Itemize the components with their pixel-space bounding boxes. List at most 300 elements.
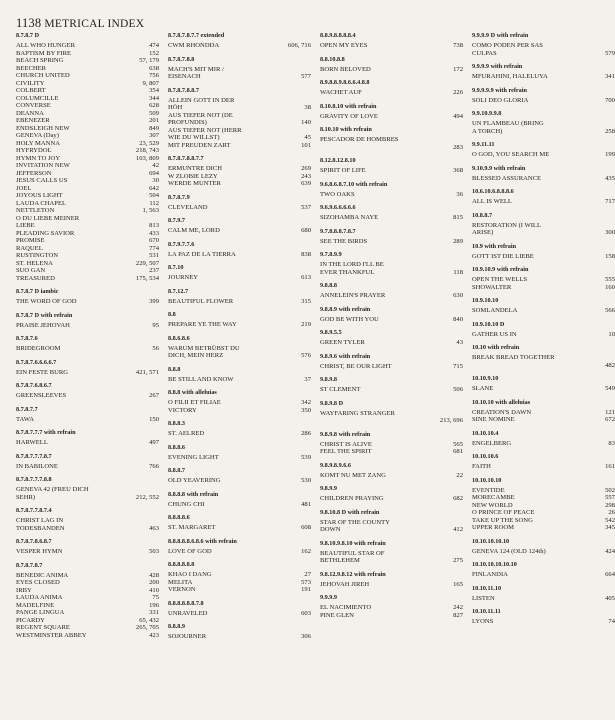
index-entry [168,579,311,587]
tune-name: CHRIST LAG IN [16,517,64,524]
meter-heading: 8.7.10 [168,264,184,271]
index-entry [320,214,463,222]
tune-name: GREEN TYLER [320,339,365,346]
index-entry [320,136,463,144]
tune-name: SINE NOMINE [472,416,515,423]
tune-name: JOURNEY [168,274,199,281]
index-entry [472,331,615,339]
hymn-number: 672 [605,416,615,423]
index-entry [16,222,159,230]
tune-name: BEACH SPRING [16,57,64,64]
tune-name: REGENT SQUARE [16,624,70,631]
hymn-number: 481 [301,500,311,508]
meter-section [168,561,311,594]
tune-name: MELITA [168,578,193,586]
meter-heading: 9.8.12.9.8.12 with refrain [320,570,386,578]
hymn-number: 243 [301,172,311,180]
tune-name: COLUMCILLE [16,94,59,102]
tune-name: MADELFINE [16,601,55,609]
index-entry [16,267,159,275]
hymn-number: 162 [301,547,311,555]
hymn-number: 766 [149,462,159,470]
index-entry [168,251,311,259]
tune-name: AUS TIEFER NOT (DE [168,111,233,119]
meter-section [320,306,463,324]
index-entry [168,204,311,212]
hymn-number: 36 [456,190,463,198]
meter-heading: 8.7.9.7.7.6 [168,240,195,248]
hymn-number: 474 [149,42,159,49]
hymn-number: 283 [453,143,463,151]
index-entry [472,487,615,495]
hymn-number: 506 [453,386,463,393]
meter-section [320,540,463,565]
tune-name: UPPER ROOM [472,524,514,531]
meter-section [168,467,311,485]
tune-name: CHUNG CHI [168,500,205,508]
index-entry [472,222,615,230]
tune-name: TAWA [16,415,34,423]
meter-heading: 8.7.8.7.7.7.8.8 [16,476,52,483]
tune-name: PREPARE YE THE WAY [168,321,237,328]
tune-name: IN THE LORD I'LL BE [320,261,384,268]
tune-name: WERDE MUNTER [168,180,221,187]
meter-heading: 8.7.8.7.7.8.7.4 [16,507,52,514]
hymn-number: 405 [605,594,615,602]
tune-name: EL NACIMIENTO [320,604,372,611]
meter-heading: 9.8.9.8.9.6.6 [320,461,351,469]
tune-name: GENEVA (Day) [16,132,59,139]
tune-name: JEHOVAH JIREH [320,580,370,588]
meter-section [16,32,159,282]
page-header [16,14,472,32]
tune-name: CLEVELAND [168,203,208,211]
hymn-number: 344 [149,94,159,102]
index-entry [320,410,463,418]
tune-name: BEECHER [16,64,47,72]
meter-section [320,329,463,347]
meter-heading: 9.8.9.6 with refrain [320,352,371,360]
index-entry [168,134,311,142]
tune-name: RUSTINGTON [16,252,59,259]
index-entry [472,198,615,206]
tune-name: ARISE) [472,229,494,236]
index-entry [320,113,463,121]
meter-section [472,561,615,579]
tune-name: EYES CLOSED [16,579,60,586]
meter-heading: 10.10.9.10 [472,375,499,382]
index-entry [16,322,159,330]
meter-heading: 8.7.8.7.6.8.6.7 [16,382,52,389]
tune-name: UNRAVELED [168,609,208,617]
hymn-number: 503 [149,548,159,555]
meter-heading: 9.8.10.8 D with refrain [320,508,380,516]
tune-name: GATHER US IN [472,330,517,338]
tune-name: OPEN THE WELLS [472,276,528,283]
hymn-number: 191 [301,586,311,593]
index-entry [472,362,615,370]
hymn-number: 756 [149,72,159,79]
meter-section [16,335,159,353]
index-entry [168,548,311,556]
index-entry [16,95,159,103]
tune-name: ERMUNTRE DICH [168,165,223,172]
hymn-number: 175, 534 [135,274,159,282]
hymn-number: 613 [301,274,311,281]
meter-heading: 8.7.12.7 [168,287,189,295]
meter-section [168,241,311,259]
tune-name: SLANE [472,385,494,392]
tune-name: HYFRYDOL [16,147,52,154]
hymn-number: 576 [301,352,311,359]
meter-heading: 10.10.10 with alleluias [472,398,531,406]
meter-heading: 9.8.9.8 [320,376,338,383]
tune-name: ENDSLEIGH NEW [16,124,70,132]
meter-heading: 8.7.8.7.9 [168,193,190,201]
tune-name: CREATION'S DAWN [472,408,532,416]
meter-heading: 8.10.8.10 with refrain [320,102,377,110]
meter-section [472,188,615,206]
meter-heading: 10.9.10.10 [472,297,499,304]
hymn-number: 433 [149,229,159,237]
page-title: METRICAL INDEX [44,18,145,30]
hymn-number: 557 [605,494,615,501]
tune-name: O FILII ET FILIAE [168,399,221,406]
hymn-number: 542 [605,516,615,524]
tune-name: CALM ME, LORD [168,227,220,234]
tune-name: ANNELEIN'S PRAYER [320,292,386,299]
index-entry [320,550,463,558]
meter-section [320,509,463,534]
meter-heading: 8.8.8.8.8.8.7.8 [168,599,204,607]
hymn-number: 118 [453,268,463,276]
meter-section [472,477,615,532]
hymn-number: 150 [149,415,159,423]
meter-heading: 9.10.9.9 with refrain [472,164,526,172]
meter-section [168,56,311,81]
hymn-number: 827 [453,611,463,619]
hymn-number: 682 [453,495,463,502]
hymn-number: 212, 552 [135,493,159,501]
meter-heading: 9.9.9.9.9 with refrain [472,86,527,94]
tune-name: COMO PODEN PER SAS [472,42,543,49]
tune-name: LA PAZ DE LA TIERRA [168,250,236,258]
meter-heading: 8.7.8.7.8.7 [16,561,43,569]
tune-name: ALLEIN GOTT IN DER [168,96,235,104]
meter-heading: 10.10.11.10 [472,584,502,592]
hymn-number: 504 [149,192,159,199]
index-entry [16,200,159,208]
index-entry [472,120,615,128]
meter-section [320,571,463,589]
hymn-number: 213, 696 [439,417,463,424]
hymn-number: 717 [605,198,615,205]
tune-name: PRAISE JEHOVAH [16,321,70,329]
index-entry [168,501,311,509]
hymn-number: 345 [605,524,615,531]
index-entry [320,42,463,50]
meter-heading: 8.8.8.7 [168,467,186,474]
tune-name: BEAUTIFUL STAR OF [320,549,385,557]
hymn-number: 565 [453,440,463,448]
index-entry [16,617,159,625]
index-entry [16,260,159,268]
hymn-number: 715 [453,362,463,370]
meter-section [320,103,463,121]
meter-section [168,420,311,438]
tune-name: DOWN [320,526,341,533]
meter-heading: 8.7.8.7.8.6.8.7 [16,538,52,545]
meter-heading: 8.7.8.7.6 [16,335,38,342]
hymn-number: 428 [149,571,159,579]
tune-name: GREENSLEEVES [16,392,67,399]
hymn-number: 275 [453,557,463,564]
hymn-number: 101 [301,141,311,149]
meter-section [320,126,463,151]
hymn-number: 681 [453,448,463,455]
hymn-number: 566 [605,307,615,314]
tune-name: GOTT IST DIE LIEBE [472,252,534,260]
tune-name: GENEVA 124 (OLD 124th) [472,547,546,555]
index-entry [16,125,159,133]
hymn-number: 412 [453,526,463,533]
meter-section [16,288,159,306]
index-entry [16,517,159,525]
meter-heading: 10.10.11.11 [472,608,501,615]
tune-name: KHAO I DANG [168,571,212,578]
meter-section [168,623,311,641]
hymn-number: 549 [605,385,615,392]
tune-name: EBENEZER [16,117,50,124]
meter-heading: 8.7.8.7.8.8.7.7 [168,155,204,162]
tune-name: PINE GLEN [320,611,354,619]
index-entry [168,127,311,135]
tune-name: CHRIST IS ALIVE [320,440,372,448]
tune-name: WESTMINSTER ABBEY [16,631,87,639]
meter-section [472,243,615,261]
hymn-number: 37 [304,375,311,383]
hymn-number: 573 [301,578,311,586]
meter-heading: 8.8.8.8.8.8 [168,561,195,568]
meter-section [472,608,615,626]
index-entry [472,175,615,183]
index-entry [168,165,311,173]
tune-name: EVENING LIGHT [168,453,219,461]
index-columns [16,32,615,647]
tune-name: W ZLOBIE LEZY [168,172,218,180]
hymn-number: 65, 432 [139,616,159,624]
hymn-number: 342 [301,399,311,406]
hymn-number: 200 [149,579,159,586]
tune-name: PROFUNDIS) [168,119,207,126]
hymn-number: 1, 563 [142,207,159,214]
tune-name: THE WORD OF GOD [16,298,77,305]
index-entry [16,42,159,50]
index-entry [16,369,159,377]
index-entry [168,571,311,579]
index-entry [168,274,311,282]
meter-heading: 8.7.8.7.8.8 [168,55,195,63]
index-entry [472,42,615,50]
tune-name: SOLI DEO GLORIA [472,96,529,104]
hymn-number: 56 [152,345,159,352]
tune-name: BAPTISM BY FIRE [16,49,72,57]
meter-heading: 8.8.8.8.8.6.8.6 with refrain [168,537,237,545]
meter-section [168,155,311,188]
meter-heading: 9.9.9.9 [320,594,338,601]
hymn-number: 152 [149,49,159,57]
index-entry [16,147,159,155]
index-entry [472,229,615,237]
tune-name: TREASURED [16,274,55,282]
index-entry [472,548,615,556]
tune-name: PICARDY [16,616,45,624]
meter-heading: 8.8.8.9 [168,623,186,630]
index-entry [16,416,159,424]
hymn-number: 638 [149,64,159,72]
meter-heading: 8.8.8.3 [168,420,186,427]
meter-heading: 8.7.8.7 D with refrain [16,311,73,319]
hymn-number: 579 [605,49,615,57]
tune-name: OLD YEAVERING [168,477,221,484]
tune-name: BRIDEGROOM [16,345,61,352]
tune-name: GRAVITY OF LOVE [320,112,378,120]
tune-name: INVITATION NEW [16,162,70,169]
meter-section [16,359,159,377]
meter-section [472,375,615,393]
tune-name: ALL IS WELL [472,198,512,205]
index-entry [320,604,463,612]
index-entry [168,298,311,306]
tune-name: BORN BELOVED [320,65,371,73]
index-entry [16,245,159,253]
meter-section [320,157,463,175]
tune-name: WIE DU WILLST) [168,134,220,141]
index-entry [16,494,159,502]
index-entry [168,407,311,415]
index-entry [320,316,463,324]
index-entry [168,104,311,112]
index-entry [168,345,311,353]
index-entry [472,276,615,284]
meter-section [320,32,463,50]
index-entry [16,548,159,556]
meter-heading: 9.9.10.9.9.8 [472,110,502,117]
hymn-number: 30 [152,177,159,184]
index-entry [472,50,615,58]
hymn-number: 289 [453,237,463,245]
tune-name: SUO GAN [16,267,46,274]
hymn-number: 694 [149,169,159,177]
index-entry [16,87,159,95]
tune-name: O DU LIEBE MEINER [16,214,80,222]
tune-name: PLEADING SAVIOR [16,229,75,237]
index-entry [16,65,159,73]
index-entry [16,170,159,178]
tune-name: PANGE LINGUA [16,609,65,616]
hymn-number: 160 [605,283,615,291]
index-entry [472,307,615,315]
tune-name: TAKE UP THE SONG [472,516,533,524]
tune-name: MFURAHINI, HALELUYA [472,73,548,80]
tune-name: HYMN TO JOY [16,154,61,162]
hymn-number: 42 [152,162,159,169]
hymn-number: 670 [149,237,159,244]
hymn-number: 603 [301,609,311,617]
tune-name: TODESBANDEN [16,524,65,532]
meter-section [320,353,463,371]
tune-name: SIZOHAMBA NAYE [320,214,379,221]
index-entry [16,602,159,610]
meter-heading: 9.8.9.8 D [320,399,344,407]
meter-section [320,79,463,97]
hymn-number: 158 [605,252,615,260]
meter-heading: 8.7.8.7.8.8.7 [168,86,199,94]
index-entry [320,66,463,74]
tune-name: SEHR) [16,493,36,501]
hymn-number: 838 [301,250,311,258]
tune-name: FAITH [472,463,491,470]
index-entry [320,167,463,175]
index-entry [320,448,463,456]
tune-name: LAUDA CHAPEL [16,199,67,207]
meter-heading: 8.8.8.6 [168,443,186,451]
tune-name: EISENACH [168,73,201,80]
tune-name: SOMLANDELA [472,307,518,314]
hymn-number: 531 [149,252,159,259]
tune-name: JOYOUS LIGHT [16,192,63,199]
meter-section [168,491,311,509]
index-column-4 [472,32,615,647]
meter-section [168,600,311,618]
index-entry [320,519,463,527]
hymn-number: 201 [149,117,159,124]
index-entry [168,173,311,181]
meter-heading: 10.8.8.7 [472,211,493,219]
meter-section [320,56,463,74]
meter-heading: 10.10.10.4 [472,429,499,437]
hymn-number: 555 [605,276,615,283]
meter-section [472,212,615,237]
index-entry [168,97,311,105]
hymn-number: 307 [149,132,159,139]
tune-name: HÖH [168,104,183,111]
meter-heading: 8.7.8.7.7.7.8.7 [16,452,52,460]
meter-heading: 8.10.10 with refrain [320,126,372,133]
meter-section [168,311,311,329]
index-entry [168,586,311,594]
index-entry [472,494,615,502]
hymn-number: 435 [605,174,615,182]
tune-name: UN FLAMBEAU (BRING [472,120,544,127]
index-entry [168,42,311,50]
hymn-number: 267 [149,392,159,399]
tune-name: EIN FESTE BURG [16,368,69,376]
index-entry [472,354,615,362]
hymn-number: 813 [149,222,159,229]
tune-name: SEE THE BIRDS [320,237,368,245]
tune-name: JEFFERSON [16,169,52,177]
hymn-number: 331 [149,609,159,616]
index-entry [168,477,311,485]
tune-name: MORECAMBE [472,494,515,501]
meter-heading: 9.8.10.9.8.10 with refrain [320,539,386,547]
hymn-number: 298 [605,501,615,509]
index-entry [16,80,159,88]
hymn-number: 23, 529 [139,139,159,147]
meter-heading: 8.7.9.7 [168,217,186,224]
index-entry [16,117,159,125]
